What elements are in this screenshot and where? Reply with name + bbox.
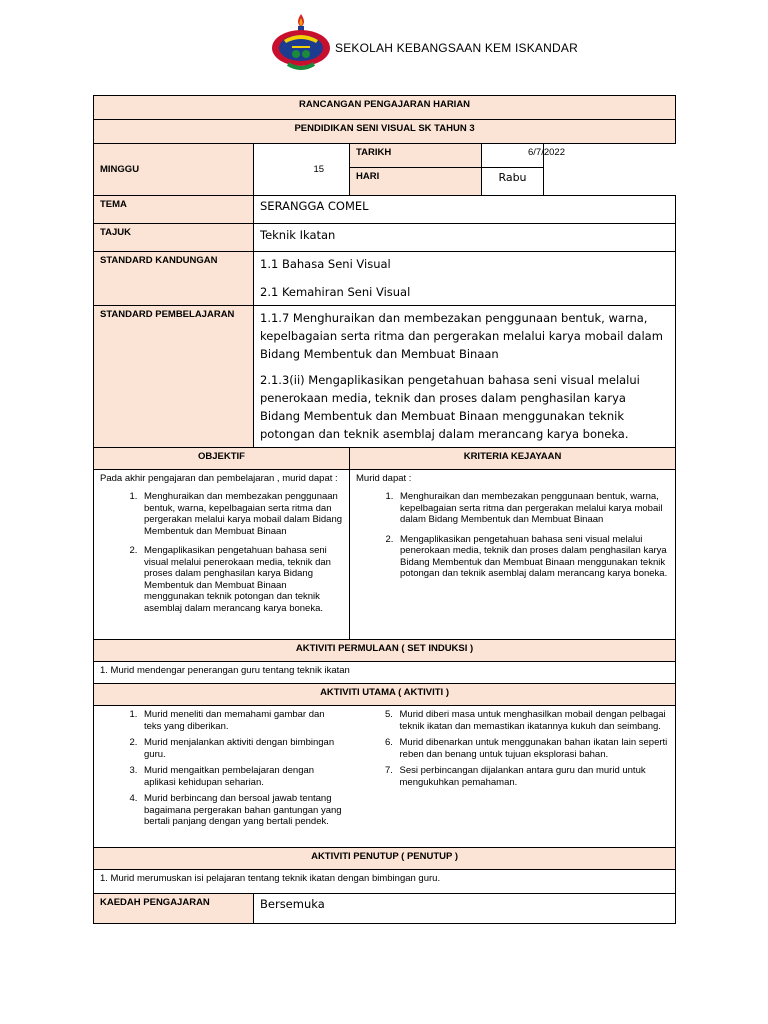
utama-item: 6. Murid dibenarkan untuk menggunakan bahan ikatan lain seperti reben dan benang untuk tujuan eksplorasi bahan.	[396, 737, 670, 760]
hari-value: Rabu	[482, 168, 544, 196]
standard-pembelajaran-value	[254, 306, 676, 448]
subject-title: PENDIDIKAN SENI VISUAL SK TAHUN 3	[94, 120, 676, 144]
penutup-text: 1. Murid merumuskan isi pelajaran tentang teknik ikatan dengan bimbingan guru.	[94, 870, 676, 894]
tajuk-label: TAJUK	[94, 224, 254, 252]
utama-right-list	[356, 709, 670, 788]
kaedah-label: KAEDAH PENGAJARAN	[94, 894, 254, 924]
utama-item: 7. Sesi perbincangan dijalankan antara guru dan murid untuk mengukuhkan pemahaman.	[396, 765, 670, 788]
document-header	[270, 12, 690, 76]
penutup-heading: AKTIVITI PENUTUP ( PENUTUP )	[94, 848, 676, 870]
objektif-heading: OBJEKTIF	[94, 448, 350, 470]
sp-item: 1.1.7 Menghuraikan dan membezakan penggunaan bentuk, warna, kepelbagaian serta ritma dan pergerakan melalui karya mobail dalam Bidang Membentuk dan Membuat Binaan	[260, 311, 663, 361]
kriteria-list	[356, 491, 669, 580]
utama-item: 1. Murid meneliti dan memahami gambar dan teks yang diberikan.	[140, 709, 344, 732]
kaedah-value: Bersemuka	[254, 894, 676, 924]
objektif-list	[100, 491, 343, 614]
permulaan-text: 1. Murid mendengar penerangan guru tentang teknik ikatan	[94, 662, 676, 684]
minggu-value: 15	[314, 144, 350, 196]
standard-pembelajaran-label: STANDARD PEMBELAJARAN	[94, 306, 254, 448]
utama-left-list	[100, 709, 344, 828]
kriteria-item: 2. Mengaplikasikan pengetahuan bahasa seni visual melalui penerokaan media, teknik dan proses dalam penghasilan karya Bidang Membentuk dan Membuat Binaan menggunakan teknik potongan dan teknik asemblaj dalam merancang karya boneka.	[396, 534, 669, 580]
kriteria-content	[350, 470, 676, 640]
utama-item: 2. Murid menjalankan aktiviti dengan bimbingan guru.	[140, 737, 344, 760]
objektif-intro: Pada akhir pengajaran dan pembelajaran , murid dapat :	[100, 473, 338, 484]
school-logo	[270, 12, 332, 74]
tarikh-label: TARIKH	[350, 144, 482, 168]
plan-title: RANCANGAN PENGAJARAN HARIAN	[94, 96, 676, 120]
standard-kandungan-label: STANDARD KANDUNGAN	[94, 252, 254, 306]
objektif-item: 1. Menghuraikan dan membezakan penggunaan bentuk, warna, kepelbagaian serta ritma dan pergerakan melalui karya mobail dalam Bidang Membentuk dan Membuat Binaan	[140, 491, 343, 537]
tema-value: SERANGGA COMEL	[254, 196, 676, 224]
tarikh-value: 6/7/2022	[482, 144, 544, 168]
utama-left	[94, 706, 350, 848]
lesson-plan-table	[93, 95, 676, 924]
tema-label: TEMA	[94, 196, 254, 224]
school-name: SEKOLAH KEBANGSAAN KEM ISKANDAR	[335, 41, 578, 55]
objektif-item: 2. Mengaplikasikan pengetahuan bahasa seni visual melalui penerokaan media, teknik dan proses dalam penghasilan karya Bidang Membentuk dan Membuat Binaan menggunakan teknik potongan dan teknik asemblaj dalam merancang karya boneka.	[140, 545, 343, 614]
utama-item: 3. Murid mengaitkan pembelajaran dengan aplikasi kehidupan seharian.	[140, 765, 344, 788]
utama-heading: AKTIVITI UTAMA ( AKTIVITI )	[94, 684, 676, 706]
kriteria-intro: Murid dapat :	[356, 473, 412, 484]
kriteria-heading: KRITERIA KEJAYAAN	[350, 448, 676, 470]
hari-label: HARI	[350, 168, 482, 196]
sk-item: 1.1 Bahasa Seni Visual	[260, 257, 391, 271]
utama-item: 5. Murid diberi masa untuk menghasilkan mobail dengan pelbagai teknik ikatan dan memastikan ikatannya kukuh dan seimbang.	[396, 709, 670, 732]
sp-item: 2.1.3(ii) Mengaplikasikan pengetahuan bahasa seni visual melalui penerokaan media, teknik dan proses dalam penghasilan karya Bidang Membentuk dan Membuat Binaan menggunakan teknik potongan dan teknik asemblaj dalam merancang karya boneka.	[260, 373, 640, 441]
utama-right	[350, 706, 676, 848]
permulaan-heading: AKTIVITI PERMULAAN ( SET INDUKSI )	[94, 640, 676, 662]
minggu-label: MINGGU	[94, 144, 254, 196]
kriteria-item: 1. Menghuraikan dan membezakan penggunaan bentuk, warna, kepelbagaian serta ritma dan pergerakan melalui karya mobail dalam Bidang Membentuk dan Membuat Binaan	[396, 491, 669, 526]
tajuk-value: Teknik Ikatan	[254, 224, 676, 252]
utama-item: 4. Murid berbincang dan bersoal jawab tentang bagaimana pergerakan bahan gantungan yang bertali panjang dengan yang bertali pendek.	[140, 793, 344, 828]
standard-kandungan-value	[254, 252, 676, 306]
sk-item: 2.1 Kemahiran Seni Visual	[260, 285, 411, 299]
objektif-content	[94, 470, 350, 640]
